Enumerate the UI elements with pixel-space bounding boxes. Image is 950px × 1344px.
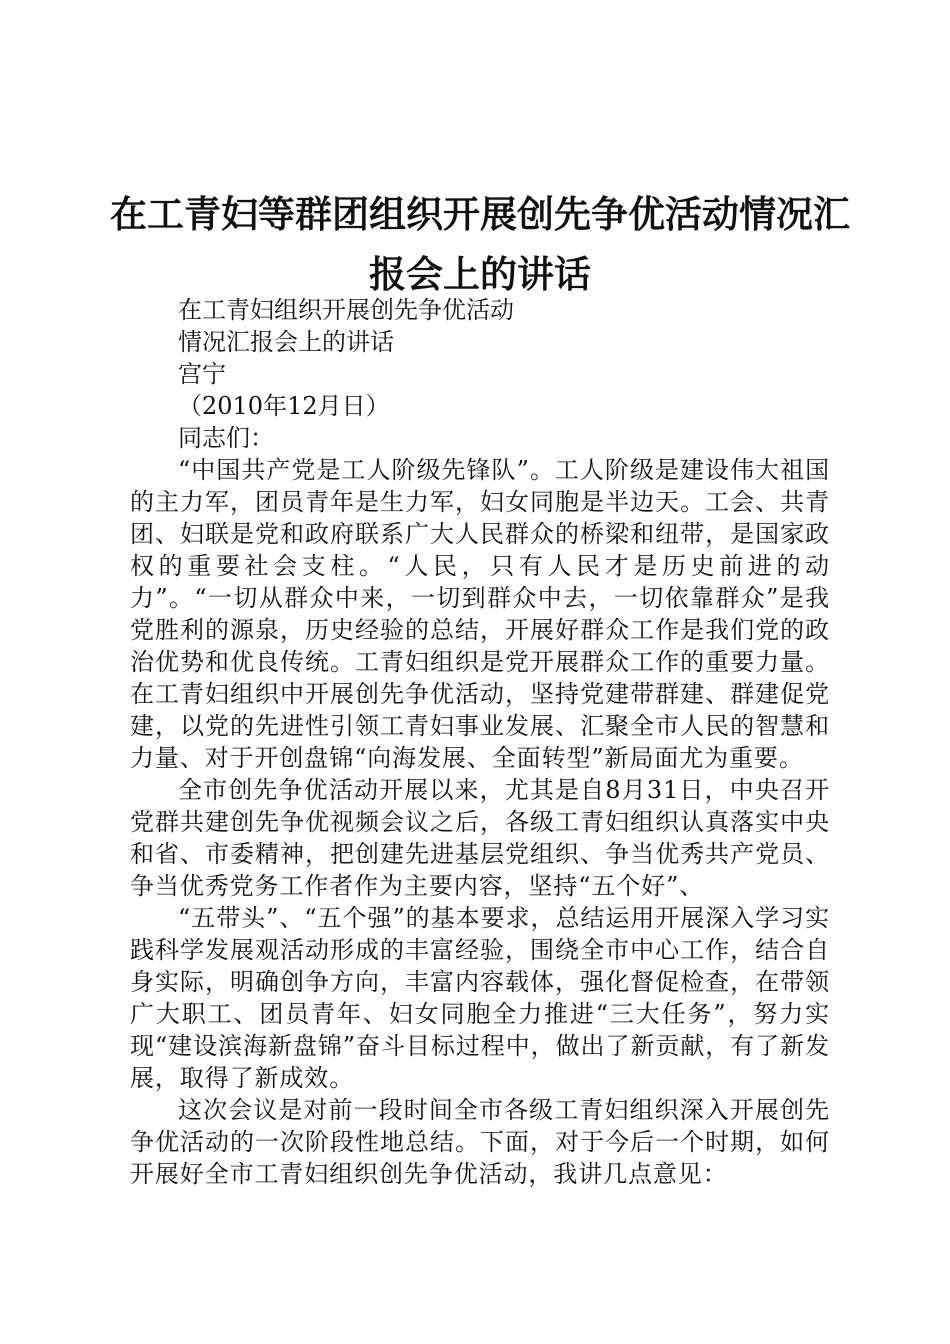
paragraph-3: “五带头”、“五个强”的基本要求，总结运用开展深入学习实践科学发展观活动形成的丰富经验，围绕全市中心工作，结合自身实际，明确创争方向，丰富内容载体，强化督促检查，在带领广大职工、团员青年、妇女同胞全力推进“三大任务”，努力实现“建设滨海新盘锦”奋斗目标过程中，做出了新贡献，有了新发展，取得了新成效。 bbox=[130, 904, 830, 1092]
subtitle-line-1: 在工青妇组织开展创先争优活动 bbox=[178, 296, 514, 324]
paragraph-2: 全市创先争优活动开展以来，尤其是自8月31日，中央召开党群共建创先争优视频会议之后，各级工青妇组织认真落实中央和省、市委精神，把创建先进基层党组织、争当优秀共产党员、争当优秀党务工作者作为主要内容，坚持“五个好”、 bbox=[130, 776, 830, 900]
paragraph-4: 这次会议是对前一段时间全市各级工青妇组织深入开展创先争优活动的一次阶段性地总结。下面，对于今后一个时期，如何开展好全市工青妇组织创先争优活动，我讲几点意见： bbox=[130, 1096, 830, 1188]
salutation: 同志们： bbox=[178, 424, 274, 452]
speaker-name: 宫宁 bbox=[178, 360, 226, 388]
paragraph-1: “中国共产党是工人阶级先锋队”。工人阶级是建设伟大祖国的主力军，团员青年是生力军，妇女同胞是半边天。工会、共青团、妇联是党和政府联系广大人民群众的桥梁和纽带，是国家政权的重要社会支柱。“人民，只有人民才是历史前进的动力”。“一切从群众中来，一切到群众中去，一切依靠群众”是我党胜利的源泉，历史经验的总结，开展好群众工作是我们党的政治优势和优良传统。工青妇组织是党开展群众工作的重要力量。在工青妇组织中开展创先争优活动，坚持党建带群建、群建促党建，以党的先进性引领工青妇事业发展、汇聚全市人民的智慧和力量、对于开创盘锦“向海发展、全面转型”新局面尤为重要。 bbox=[130, 456, 830, 772]
subtitle-line-2: 情况汇报会上的讲话 bbox=[178, 328, 394, 356]
document-title: 在工青妇等群团组织开展创先争优活动情况汇报会上的讲话 bbox=[110, 193, 850, 296]
speech-date: （2010年12月日） bbox=[178, 392, 390, 420]
document-body bbox=[130, 294, 830, 1190]
